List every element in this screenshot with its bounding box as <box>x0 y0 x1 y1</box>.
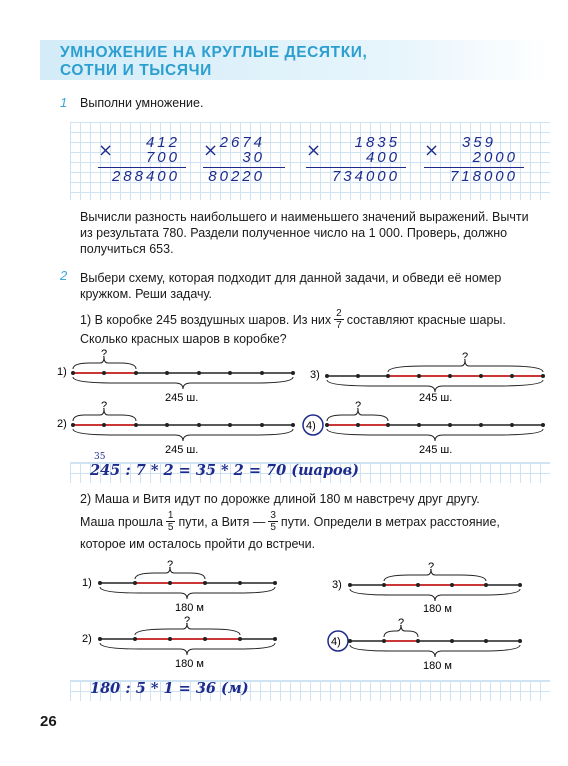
fraction-denominator: 7 <box>336 320 342 331</box>
scheme-1-diagram <box>82 560 277 614</box>
problem1-line-1-start: 1) В коробке 245 воздушных шаров. Из них <box>80 312 332 327</box>
multiplicand: 359 <box>461 134 496 151</box>
title-line-1: УМНОЖЕНИЕ НА КРУГЛЫЕ ДЕСЯТКИ, <box>60 44 368 61</box>
problem2-text <box>80 488 550 555</box>
scheme-2-diagram <box>82 615 277 670</box>
task2-instruction <box>80 270 550 302</box>
problem1-text <box>80 308 550 347</box>
scheme-3-caption: 180 м <box>423 603 452 615</box>
scheme-1-caption: 180 м <box>175 602 204 614</box>
problem2-line-2-b: пути, а Витя — <box>178 514 266 529</box>
scheme-4-caption: 180 м <box>423 660 452 672</box>
scheme-2-caption: 245 ш. <box>165 444 199 456</box>
task1-paragraph-line-3: получиться 653. <box>80 242 174 256</box>
multiplicand: 412 <box>145 134 180 151</box>
fraction-numerator: 3 <box>270 510 276 521</box>
problem1-answer: 245 : 7 * 2 = 35 * 2 = 70 (шаров) <box>90 462 360 479</box>
scheme-2-question: ? <box>184 615 191 627</box>
task2-instruction-line-2: кружком. Реши задачу. <box>80 287 212 301</box>
product: 80220 <box>208 168 265 185</box>
multiplier: 400 <box>365 149 400 166</box>
scheme-3-diagram <box>310 351 545 404</box>
scheme-3-label: 3) <box>332 579 342 591</box>
problem2-answer: 180 : 5 * 1 = 36 (м) <box>90 680 249 697</box>
task1-paragraph-line-1: Вычисли разность наибольшего и наименьшего значений выражений. Вычти <box>80 210 529 224</box>
fraction-numerator: 2 <box>336 308 342 319</box>
product: 288400 <box>111 168 180 185</box>
scheme-1-diagram <box>57 348 295 404</box>
problem1-line-2: Сколько красных шаров в коробке? <box>80 332 287 346</box>
problem1-line-1 <box>80 308 550 331</box>
small-note: 35 <box>94 452 106 462</box>
scheme-4-label: 4) <box>331 636 341 648</box>
scheme-1-label: 1) <box>57 366 67 378</box>
multiply-sign-icon: × <box>306 140 322 161</box>
problem1-line-1-end: составляют красные шары. <box>346 312 506 327</box>
scheme-2-label: 2) <box>57 418 67 430</box>
fraction-denominator: 5 <box>167 522 174 533</box>
task1-paragraph-line-2: из результата 780. Раздели полученное число на 1 000. Проверь, должно <box>80 226 508 240</box>
scheme-4-question: ? <box>398 617 405 629</box>
problem2-line-2-a: Маша прошла <box>80 514 163 529</box>
multiplier: 2000 <box>472 149 518 166</box>
scheme-1-question: ? <box>101 348 108 360</box>
scheme-2-question: ? <box>101 400 108 412</box>
problem2-line-2-c: пути. Определи в метрах расстояние, <box>280 514 500 529</box>
task1-instruction: Выполни умножение. <box>80 96 204 110</box>
scheme-3-label: 3) <box>310 369 320 381</box>
product: 734000 <box>331 168 400 185</box>
scheme-1-question: ? <box>167 560 174 571</box>
multiplicand: 2674 <box>219 134 265 151</box>
multiplier: 700 <box>145 149 180 166</box>
multiply-sign-icon: × <box>424 140 440 161</box>
scheme-2-caption: 180 м <box>175 658 204 670</box>
multiplier: 30 <box>242 149 265 166</box>
page-title <box>60 44 367 80</box>
task1-paragraph <box>80 209 550 257</box>
problem2-schemes <box>80 560 555 675</box>
multiplicand: 1835 <box>354 134 400 151</box>
fraction-one-fifth <box>166 510 176 533</box>
problem2-line-3: которое им осталось пройти до встречи. <box>80 537 316 551</box>
scheme-3-question: ? <box>428 561 435 573</box>
scheme-2-label: 2) <box>82 633 92 645</box>
fraction-two-sevenths <box>334 308 344 331</box>
scheme-4-diagram <box>303 400 545 456</box>
product: 718000 <box>449 168 518 185</box>
title-line-2: СОТНИ И ТЫСЯЧИ <box>60 62 212 79</box>
scheme-1-caption: 245 ш. <box>165 392 199 404</box>
task1-number: 1 <box>60 95 68 110</box>
task2-instruction-line-1: Выбери схему, которая подходит для данной задачи, и обведи её номер <box>80 271 502 285</box>
scheme-1-label: 1) <box>82 577 92 589</box>
scheme-4-label: 4) <box>306 420 316 432</box>
scheme-3-diagram <box>332 561 522 615</box>
problem2-line-2 <box>80 510 550 533</box>
scheme-4-diagram <box>328 617 522 672</box>
task2-number: 2 <box>60 268 68 283</box>
problem1-schemes <box>55 345 555 465</box>
fraction-numerator: 1 <box>167 510 174 521</box>
scheme-4-question: ? <box>355 400 362 412</box>
scheme-3-question: ? <box>462 351 469 363</box>
fraction-three-fifths <box>268 510 278 533</box>
page-number: 26 <box>40 713 57 730</box>
fraction-denominator: 5 <box>270 522 276 533</box>
multiply-sign-icon: × <box>203 140 219 161</box>
problem2-line-1: 2) Маша и Витя идут по дорожке длиной 180 м навстречу друг другу. <box>80 492 480 506</box>
scheme-4-caption: 245 ш. <box>419 444 453 456</box>
multiply-sign-icon: × <box>98 140 114 161</box>
scheme-3-caption: 245 ш. <box>419 392 453 404</box>
scheme-2-diagram <box>57 400 295 456</box>
